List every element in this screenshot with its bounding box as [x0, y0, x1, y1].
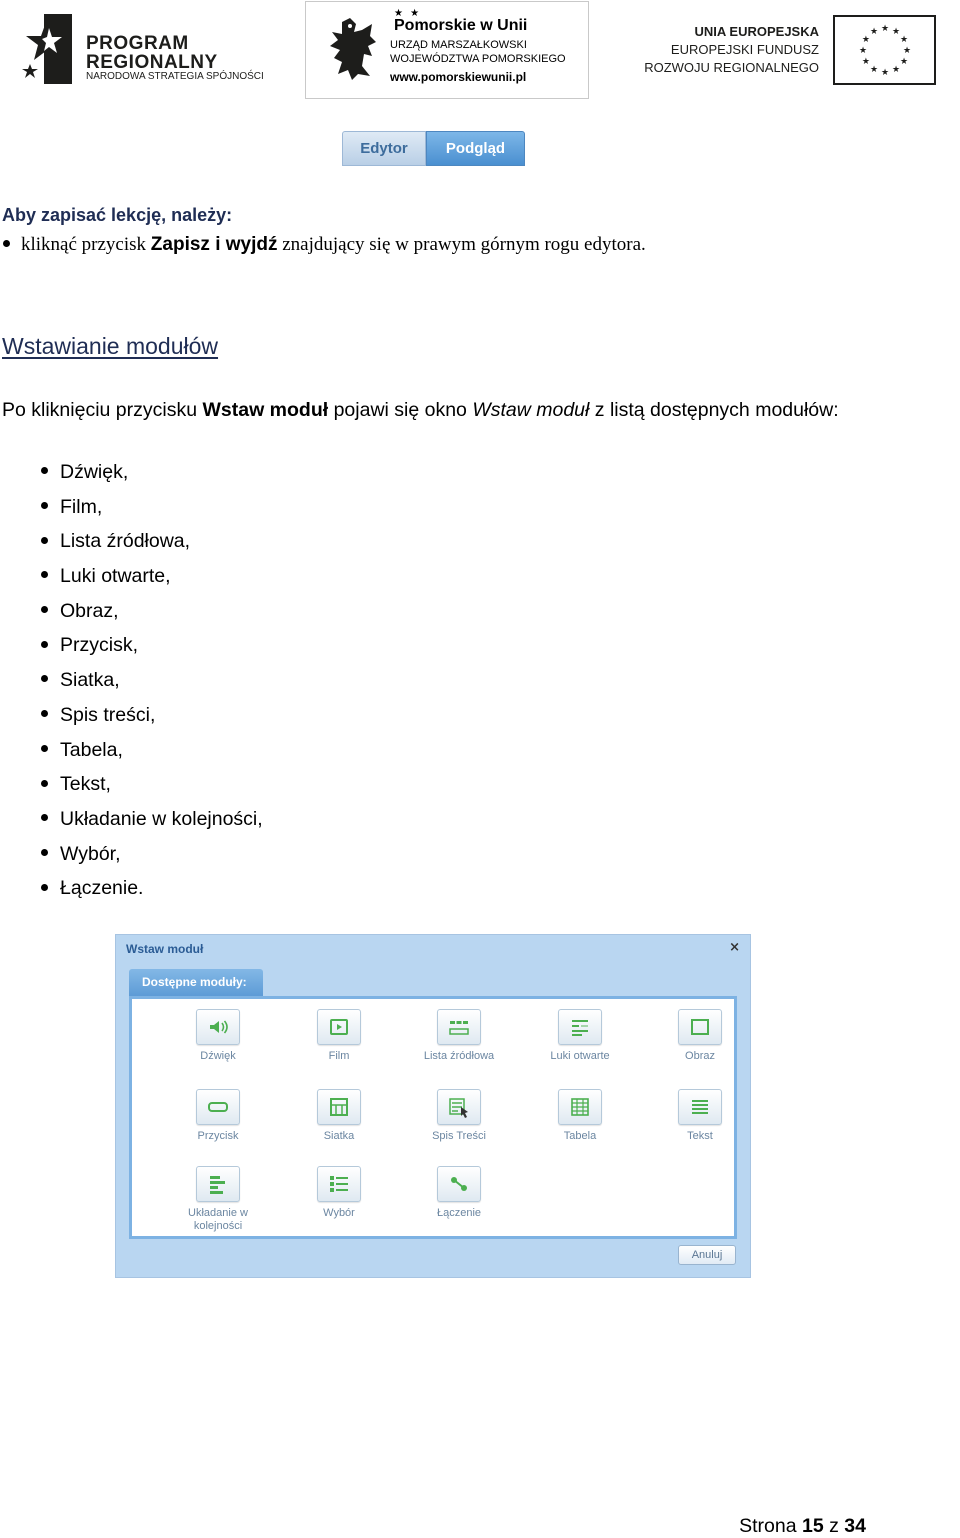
matching-icon: [437, 1166, 481, 1202]
bullet-icon: [41, 502, 48, 509]
eu-star-icon: ★: [858, 46, 868, 56]
list-item: [40, 594, 263, 629]
program-regionalny-logo: [22, 14, 264, 86]
module-label: Obraz: [685, 1050, 715, 1062]
module-tile: [527, 1089, 633, 1143]
bullet-icon: [41, 814, 48, 821]
module-label: Wybór: [323, 1207, 355, 1219]
list-item-label: Dźwięk,: [60, 461, 129, 483]
dialog-title: Wstaw moduł: [126, 942, 204, 956]
save-heading: Aby zapisać lekcję, należy:: [2, 205, 233, 225]
list-item-label: Lista źródłowa,: [60, 530, 191, 553]
modules-para-part3: z listą dostępnych modułów:: [589, 399, 839, 421]
modules-list: [40, 455, 263, 906]
eu-star-icon: ★: [880, 68, 890, 78]
griffin-crest-icon: [324, 16, 380, 82]
bullet-icon: [41, 745, 48, 752]
eu-star-icon: ★: [880, 24, 890, 34]
eu-star-icon: ★: [900, 35, 909, 45]
dialog-tab-available-modules: Dostępne moduły:: [129, 969, 263, 996]
list-item-label: Przycisk,: [60, 634, 138, 657]
list-item: [40, 628, 263, 663]
list-item-label: Siatka,: [60, 669, 120, 692]
eu-logo-line3: ROZWOJU REGIONALNEGO: [644, 60, 819, 75]
tab-editor: Edytor: [342, 131, 426, 166]
cancel-button: Anuluj: [678, 1245, 736, 1265]
modules-para-italic: Wstaw moduł: [472, 399, 590, 421]
bullet-icon: [41, 780, 48, 787]
bullet-icon: [3, 240, 10, 247]
modules-paragraph: [2, 396, 866, 424]
film-icon: [317, 1009, 361, 1045]
table-icon: [558, 1089, 602, 1125]
list-item-label: Film,: [60, 495, 103, 518]
list-item-label: Wybór,: [60, 842, 121, 865]
list-item: [40, 767, 263, 802]
save-bullet-after: znajdujący się w prawym górnym rogu edytora.: [277, 234, 646, 255]
module-label: Łączenie: [436, 1207, 482, 1219]
pomorskie-logo-line2: URZĄD MARSZAŁKOWSKI: [390, 39, 527, 51]
insert-module-dialog: [115, 934, 751, 1278]
list-item: [40, 837, 263, 872]
open-gaps-icon: [558, 1009, 602, 1045]
list-item: [40, 871, 263, 906]
module-tile: [406, 1166, 512, 1220]
module-tile: [286, 1166, 392, 1220]
module-label: Spis Treści: [432, 1130, 486, 1142]
bullet-icon: [41, 710, 48, 717]
eu-logo-text: [619, 23, 819, 77]
module-tile: [286, 1009, 392, 1063]
program-logo-line2: REGIONALNY: [86, 52, 218, 73]
list-item-label: Tekst,: [60, 773, 111, 796]
module-tile: [647, 1089, 753, 1143]
list-item: [40, 733, 263, 768]
eu-star-icon: ★: [869, 26, 879, 37]
module-label: Tabela: [563, 1130, 597, 1142]
list-item: [40, 802, 263, 837]
modules-heading: Wstawianie modułów: [2, 333, 219, 359]
table-of-contents-icon: [437, 1089, 481, 1125]
ordering-icon: [196, 1166, 240, 1202]
list-item: [40, 524, 263, 559]
list-item-label: Łączenie.: [60, 877, 144, 900]
module-label: Luki otwarte: [550, 1050, 610, 1062]
program-logo-line1: PROGRAM: [86, 33, 189, 54]
eu-star-icon: ★: [891, 65, 901, 76]
eu-star-icon: ★: [891, 26, 901, 37]
module-tile: [406, 1009, 512, 1063]
save-bullet: [2, 234, 646, 256]
module-tile: [165, 1009, 271, 1063]
eu-star-icon: ★: [869, 65, 879, 76]
button-icon: [196, 1089, 240, 1125]
list-item: [40, 455, 263, 490]
pomorskie-logo-url: www.pomorskiewunii.pl: [390, 70, 527, 84]
eu-flag-icon: [833, 15, 936, 85]
page-number-current: 15: [802, 1515, 824, 1537]
bullet-icon: [41, 849, 48, 856]
bullet-icon: [41, 675, 48, 682]
modules-para-bold: Wstaw moduł: [202, 399, 329, 421]
modules-grid: [169, 1009, 729, 1234]
module-label: Lista źródłowa: [423, 1050, 495, 1062]
eu-logo-line1: UNIA EUROPEJSKA: [694, 24, 819, 39]
eu-star-icon: ★: [902, 46, 912, 56]
module-label: Film: [328, 1050, 350, 1062]
eu-logo-line2: EUROPEJSKI FUNDUSZ: [670, 42, 819, 57]
speaker-icon: [196, 1009, 240, 1045]
list-item-label: Tabela,: [60, 738, 123, 761]
module-label: Tekst: [687, 1130, 713, 1142]
star-logo-icon: [22, 14, 72, 84]
list-item-label: Obraz,: [60, 599, 119, 622]
page-number-middle: z: [823, 1515, 845, 1537]
program-logo-line3: NARODOWA STRATEGIA SPÓJNOŚCI: [86, 71, 264, 82]
modules-para-part2: pojawi się okno: [328, 399, 473, 421]
module-label: Przycisk: [197, 1130, 239, 1142]
pomorskie-logo-line3: WOJEWÓDZTWA POMORSKIEGO: [390, 53, 566, 65]
bullet-icon: [41, 537, 48, 544]
tab-preview: Podgląd: [426, 131, 525, 166]
image-icon: [678, 1009, 722, 1045]
module-tile: [527, 1009, 633, 1063]
text-icon: [678, 1089, 722, 1125]
list-item: [40, 698, 263, 733]
page-number-prefix: Strona: [739, 1515, 802, 1537]
dialog-modules-panel: [129, 996, 737, 1239]
list-item-label: Spis treści,: [60, 703, 156, 726]
eu-star-icon: ★: [861, 35, 870, 45]
module-label: Układanie w kolejności: [188, 1207, 248, 1232]
bullet-icon: [41, 641, 48, 648]
module-label: Siatka: [323, 1130, 355, 1142]
bullet-icon: [41, 884, 48, 891]
module-tile: [165, 1089, 271, 1143]
module-tile: [406, 1089, 512, 1143]
module-tile: [286, 1089, 392, 1143]
save-bullet-before: kliknąć przycisk: [21, 234, 151, 255]
list-item-label: Luki otwarte,: [60, 565, 171, 588]
bullet-icon: [41, 571, 48, 578]
grid-icon: [317, 1089, 361, 1125]
modules-para-part1: Po kliknięciu przycisku: [2, 399, 203, 421]
module-label: Dźwięk: [200, 1050, 236, 1062]
bullet-icon: [41, 606, 48, 613]
source-list-icon: [437, 1009, 481, 1045]
module-tile: [647, 1009, 753, 1063]
editor-tabs-screenshot: [342, 131, 525, 166]
save-bullet-bold: Zapisz i wyjdź: [150, 234, 278, 255]
eu-star-icon: ★: [861, 57, 870, 67]
eu-star-icon: ★: [900, 57, 909, 67]
list-item: [40, 663, 263, 698]
page-number: [739, 1515, 866, 1538]
list-item: [40, 559, 263, 594]
pomorskie-stars: ★ ★: [394, 8, 422, 19]
list-item: [40, 490, 263, 525]
bullet-icon: [41, 467, 48, 474]
list-item-label: Układanie w kolejności,: [60, 807, 263, 830]
module-tile: [165, 1166, 271, 1233]
page-header: [0, 0, 960, 105]
choice-icon: [317, 1166, 361, 1202]
pomorskie-logo-line1: Pomorskie w Unii: [394, 17, 528, 34]
close-icon: ×: [729, 940, 740, 955]
page-number-total: 34: [844, 1515, 866, 1537]
pomorskie-logo: [305, 1, 589, 99]
